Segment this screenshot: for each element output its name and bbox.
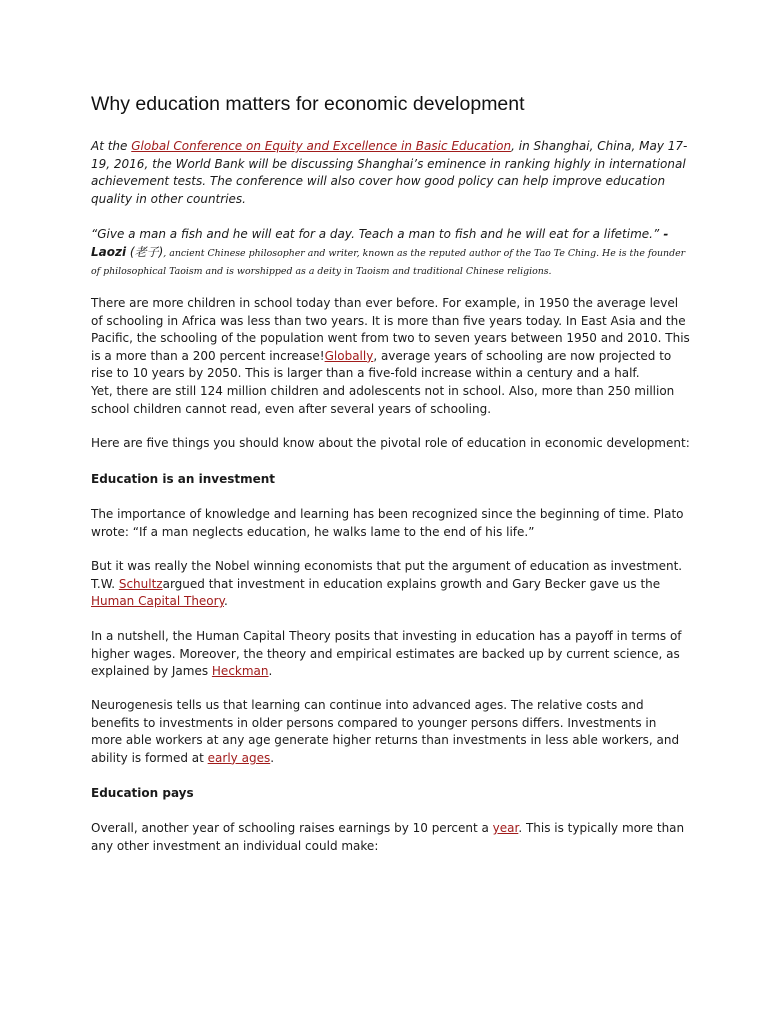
early-ages-link[interactable]: early ages <box>207 750 271 765</box>
nutshell-text-b: . <box>268 664 273 679</box>
quote-paragraph <box>91 226 691 281</box>
schooling-text-a: There are more children in school today than ever before. For example, in 1950 the average level of schooling in Africa was less than two years. It is more than five years today. In East Asia and the Pacific, the schooling of the population went from two to seven years between 1950 and 2010. This is a more than a 200 percent increase! <box>91 296 690 363</box>
schooling-paragraph <box>91 295 691 418</box>
intro-suffix: , in Shanghai, China, May 17-19, 2016, the World Bank will be discussing Shanghai’s eminence in ranking highly in international achievement tests. The conference will also cover how good policy can help improve education quality in other countries. <box>91 139 688 206</box>
earnings-text-b: . This is typically more than any other investment an individual could make: <box>91 821 685 853</box>
nobel-text-b: argued that investment in education explains growth and Gary Becker gave us the <box>162 576 661 591</box>
intro-prefix: At the <box>91 139 132 153</box>
conference-link[interactable]: Global Conference on Equity and Excellence in Basic Education <box>131 139 512 153</box>
page-title: Why education matters for economic development <box>91 93 525 115</box>
heading-investment: Education is an investment <box>91 472 276 486</box>
year-link[interactable]: year <box>492 821 519 835</box>
heading-education-pays: Education pays <box>91 786 194 800</box>
schooling-text-b: , average years of schooling are now projected to rise to 10 years by 2050. This is larger than a five-fold increase within a century and a half. <box>91 348 672 381</box>
nobel-paragraph <box>91 558 691 611</box>
nobel-text-a: But it was really the Nobel winning economists that put the argument of education as investment. T.W. <box>91 559 683 591</box>
earnings-text-a: Overall, another year of schooling raises earnings by 10 percent a <box>91 821 493 835</box>
quote-dash: - <box>659 227 669 241</box>
heckman-link[interactable]: Heckman <box>211 664 269 679</box>
neurogenesis-paragraph <box>91 697 691 767</box>
nutshell-paragraph <box>91 628 691 681</box>
quote-author-chinese: (老子) <box>126 244 164 259</box>
earnings-paragraph <box>91 820 691 855</box>
human-capital-link[interactable]: Human Capital Theory <box>91 594 224 609</box>
quote-author: Laozi <box>91 244 127 259</box>
neurogenesis-text-a: Neurogenesis tells us that learning can continue into advanced ages. The relative costs and benefits to investments in older persons compared to younger persons differs. Investments in more able workers at any age generate higher returns than investments in less able workers, and ability is formed at <box>91 698 680 765</box>
schultz-link[interactable]: Schultz <box>118 576 163 591</box>
nobel-text-c: . <box>223 594 228 609</box>
nutshell-text-a: In a nutshell, the Human Capital Theory posits that investing in education has a payoff in terms of higher wages. Moreover, the theory and empirical estimates are backed up by current science, as explained by James <box>91 629 682 679</box>
intro-paragraph <box>91 138 691 208</box>
quote-text: “Give a man a fish and he will eat for a day. Teach a man to fish and he will eat for a lifetime.” <box>91 227 660 241</box>
five-things-paragraph: Here are five things you should know about the pivotal role of education in economic development: <box>91 436 690 450</box>
globally-link[interactable]: Globally <box>324 348 374 363</box>
schooling-text-c: Yet, there are still 124 million children and adolescents not in school. Also, more than 250 million school children cannot read, even after several years of schooling. <box>91 383 675 416</box>
quote-note: , ancient Chinese philosopher and writer, known as the reputed author of the Tao Te Ching. He is the founder of philosophical Taoism and is worshipped as a deity in Taoism and traditional Chinese religions. <box>91 247 686 278</box>
neurogenesis-text-b: . <box>270 750 275 765</box>
plato-paragraph: The importance of knowledge and learning has been recognized since the beginning of time. Plato wrote: “If a man neglects education, he walks lame to the end of his life.” <box>91 507 684 539</box>
